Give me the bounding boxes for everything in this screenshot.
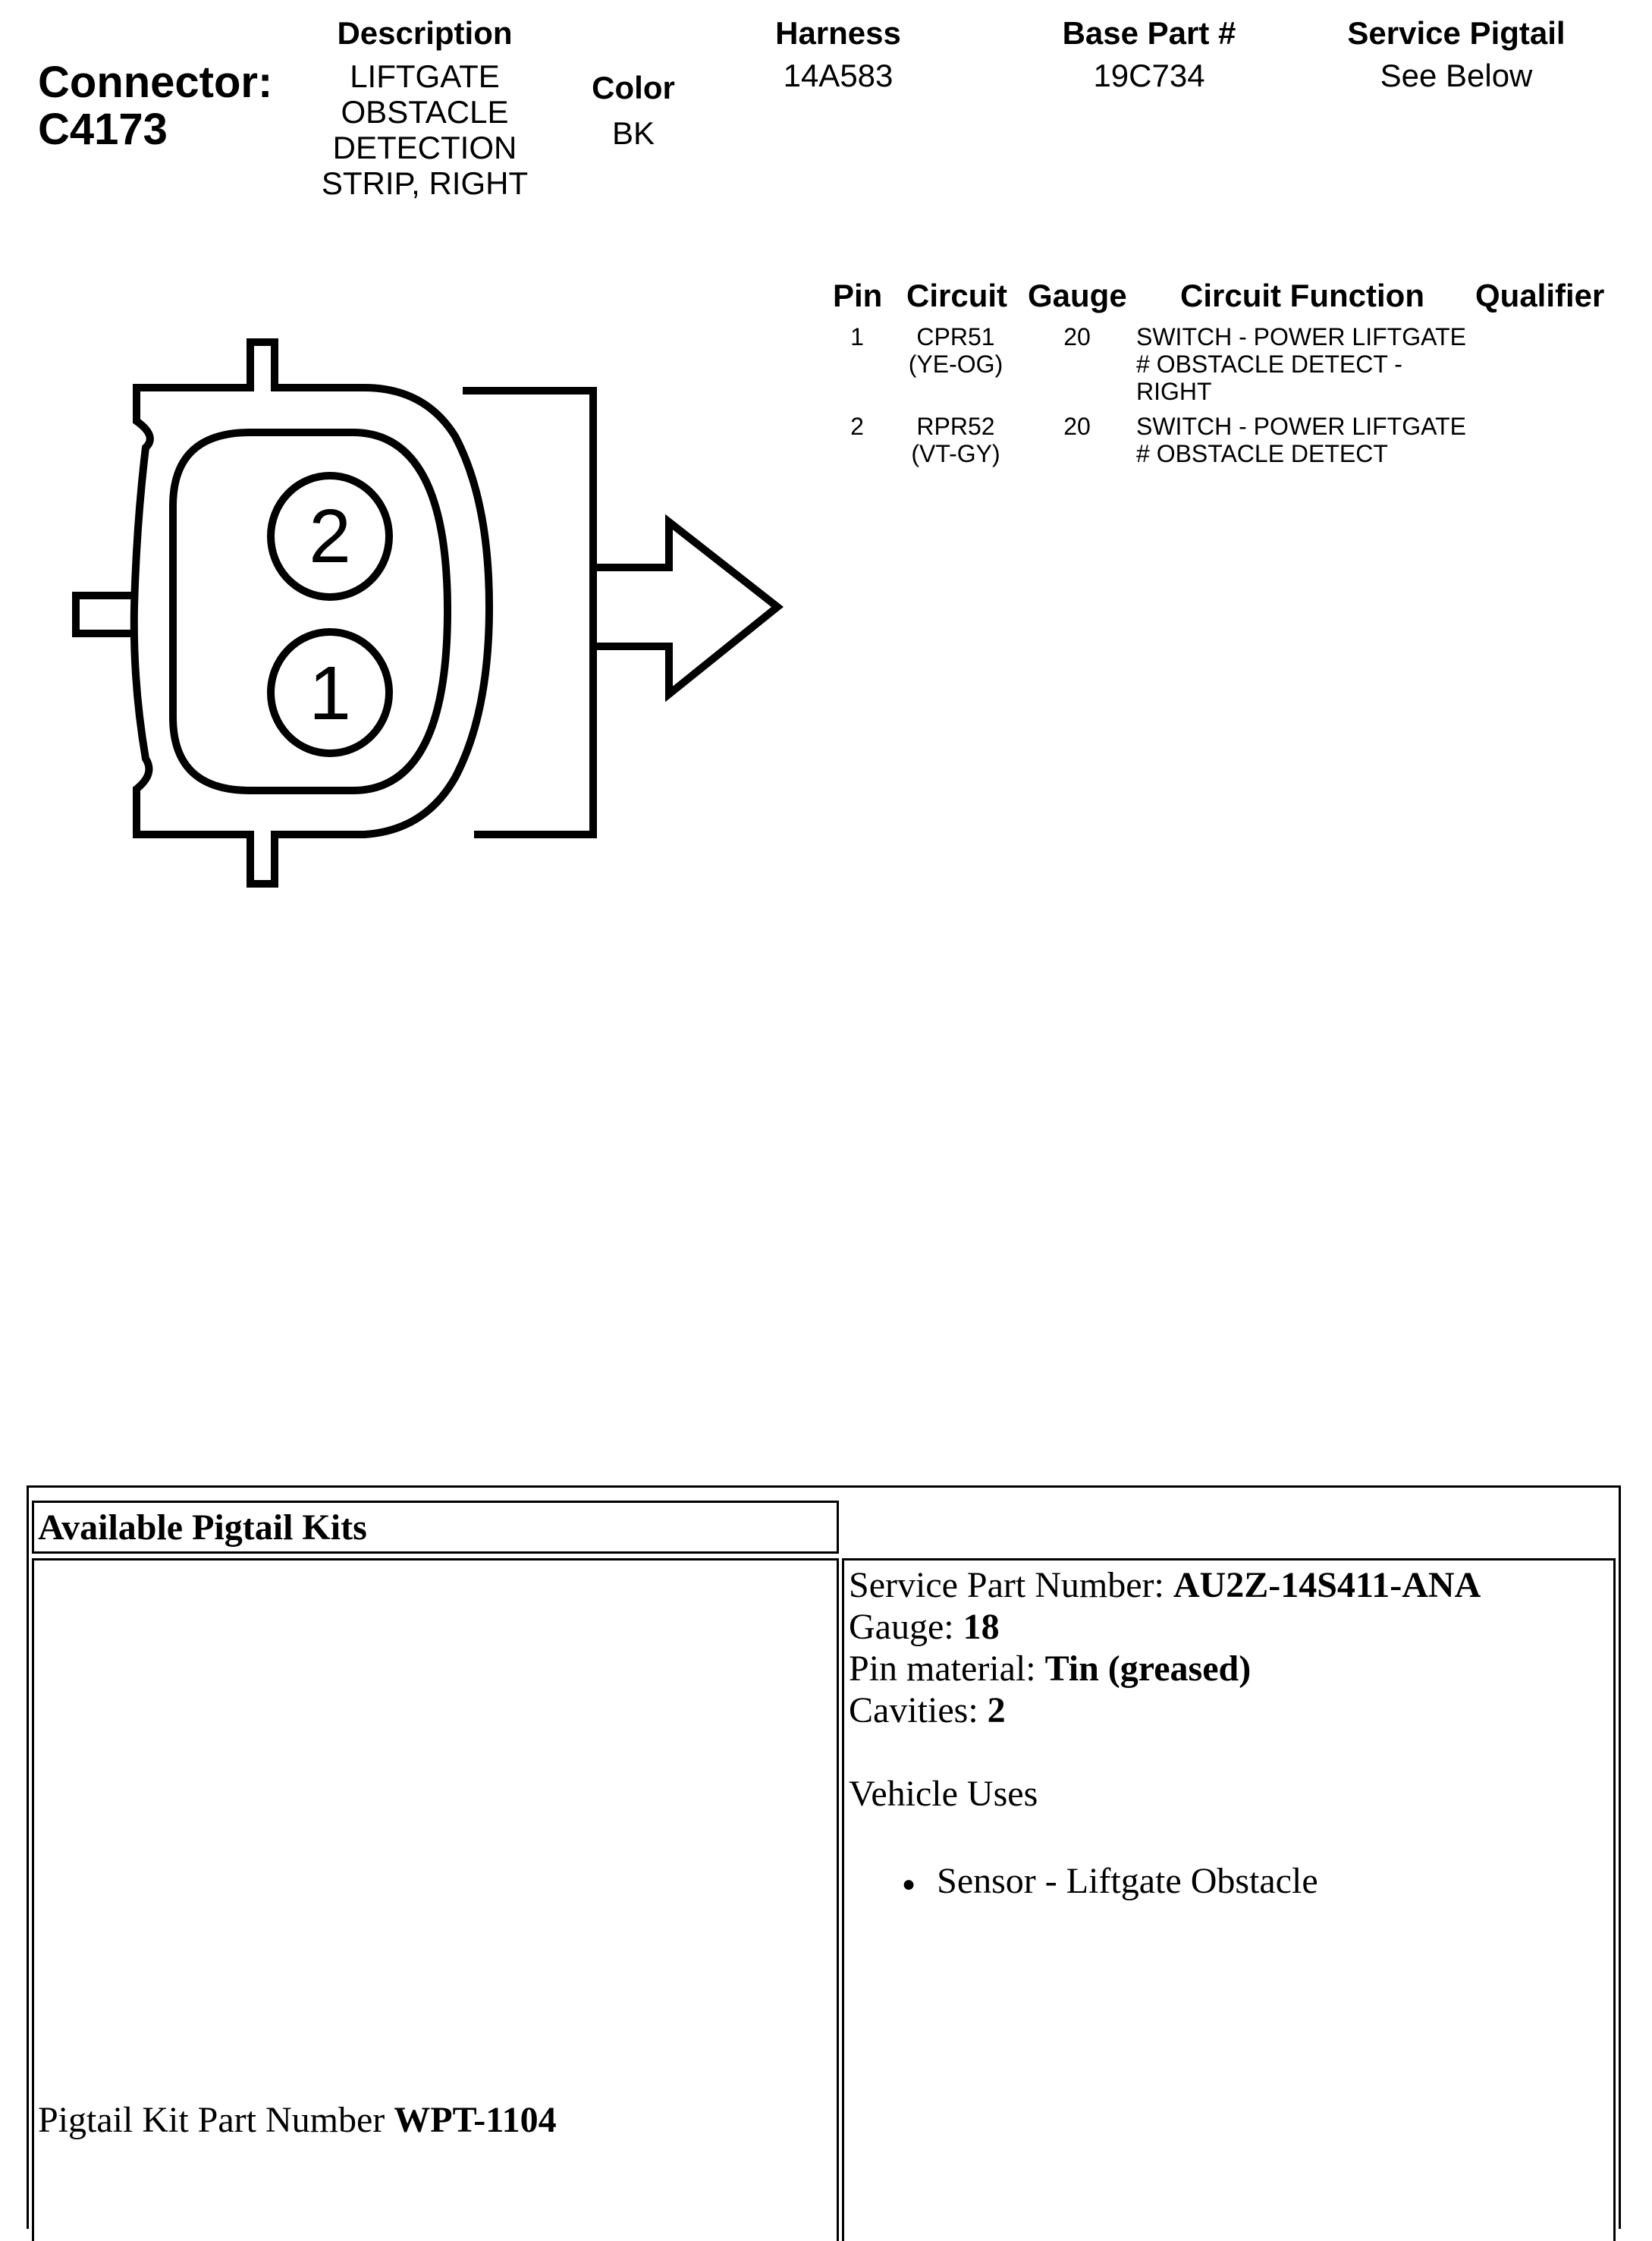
base-part-value: 19C734: [1093, 58, 1205, 93]
cavities-line: [849, 1689, 1481, 1731]
connector-inner-cavity: [173, 432, 448, 790]
bullet-icon: ●: [902, 1872, 916, 1897]
function-line: SWITCH - POWER LIFTGATE: [1136, 323, 1466, 350]
harness-value: 14A583: [783, 58, 894, 93]
pin-table-header-qualifier: Qualifier: [1475, 278, 1605, 313]
color-value: BK: [611, 115, 655, 151]
color-heading: Color: [592, 70, 675, 105]
harness-column: [728, 15, 948, 93]
circuit-line: RPR52: [916, 413, 995, 440]
base-part-heading: Base Part #: [1062, 15, 1236, 51]
service-part-label: Service Part Number:: [849, 1565, 1173, 1605]
description-heading: Description: [337, 15, 513, 51]
circuit-line: CPR51: [916, 323, 995, 350]
vehicle-uses-heading: Vehicle Uses: [849, 1774, 1038, 1814]
pin-row-2-gauge: 20: [1063, 413, 1091, 440]
gauge-label: Gauge:: [849, 1607, 963, 1647]
pin-row-2-pin: 2: [850, 413, 864, 440]
function-line: RIGHT: [1136, 378, 1212, 405]
description-line: DETECTION: [332, 130, 517, 165]
gauge-line: [849, 1606, 1481, 1648]
pigtail-kit-value: WPT-1104: [394, 2100, 557, 2140]
vehicle-use-text: Sensor - Liftgate Obstacle: [937, 1861, 1318, 1901]
pigtail-title-cell: [32, 1501, 839, 1554]
harness-heading: Harness: [775, 15, 901, 51]
pin-row-1-function: [1136, 323, 1466, 405]
connector-housing-outline: [134, 342, 489, 884]
service-pigtail-value: See Below: [1380, 58, 1533, 93]
vehicle-uses-list: [902, 1860, 1481, 1905]
pin-material-line: [849, 1648, 1481, 1689]
color-column: [557, 70, 709, 151]
service-part-number-line: [849, 1564, 1481, 1606]
circuit-line: (YE-OG): [908, 350, 1003, 378]
pin-1-label: 1: [309, 651, 351, 736]
pin-table-header-circuit: Circuit: [906, 278, 1008, 313]
cavities-value: 2: [987, 1690, 1006, 1730]
service-part-value: AU2Z-14S411-ANA: [1173, 1565, 1481, 1605]
pin-row-1-pin: 1: [850, 323, 864, 350]
cavities-label: Cavities:: [849, 1690, 988, 1730]
pin-material-label: Pin material:: [849, 1649, 1045, 1689]
pin-table-header-pin: Pin: [833, 278, 883, 313]
description-line: STRIP, RIGHT: [321, 165, 529, 201]
pin-row-2-function: [1136, 413, 1466, 467]
pin-material-value: Tin (greased): [1044, 1649, 1252, 1689]
pigtail-right-cell: [842, 1558, 1616, 2241]
base-part-column: [1028, 15, 1270, 93]
function-line: # OBSTACLE DETECT: [1136, 440, 1388, 467]
connector-id: C4173: [38, 105, 168, 154]
pigtail-left-cell: [32, 1558, 839, 2241]
service-pigtail-heading: Service Pigtail: [1347, 15, 1566, 51]
pigtail-kit-part-number: [38, 2099, 557, 2141]
pin-row-2-circuit: [895, 413, 1016, 467]
description-line: OBSTACLE: [341, 94, 509, 130]
gauge-value: 18: [963, 1607, 1000, 1647]
pin-row-1-gauge: 20: [1063, 323, 1091, 350]
pin-row-1-circuit: [895, 323, 1016, 378]
connector-diagram: [61, 326, 804, 910]
circuit-line: (VT-GY): [911, 440, 1000, 467]
pin-table-header-gauge: Gauge: [1028, 278, 1127, 313]
pigtail-kit-label: Pigtail Kit Part Number: [38, 2100, 394, 2140]
connector-left-tab: [76, 596, 137, 633]
vehicle-use-item: [902, 1860, 1481, 1905]
connector-label: Connector:: [38, 58, 273, 107]
description-column: [303, 15, 546, 201]
description-line: LIFTGATE: [350, 58, 500, 94]
function-line: # OBSTACLE DETECT -: [1136, 350, 1402, 378]
connector-right-bracket: [463, 391, 593, 834]
function-line: SWITCH - POWER LIFTGATE: [1136, 413, 1466, 440]
pigtail-title: Available Pigtail Kits: [38, 1507, 367, 1548]
pin-2-label: 2: [309, 494, 351, 579]
connector-arrow: [597, 522, 777, 694]
pin-table-header-function: Circuit Function: [1180, 278, 1424, 313]
pigtail-details: [849, 1564, 1481, 1905]
service-pigtail-column: [1312, 15, 1600, 93]
